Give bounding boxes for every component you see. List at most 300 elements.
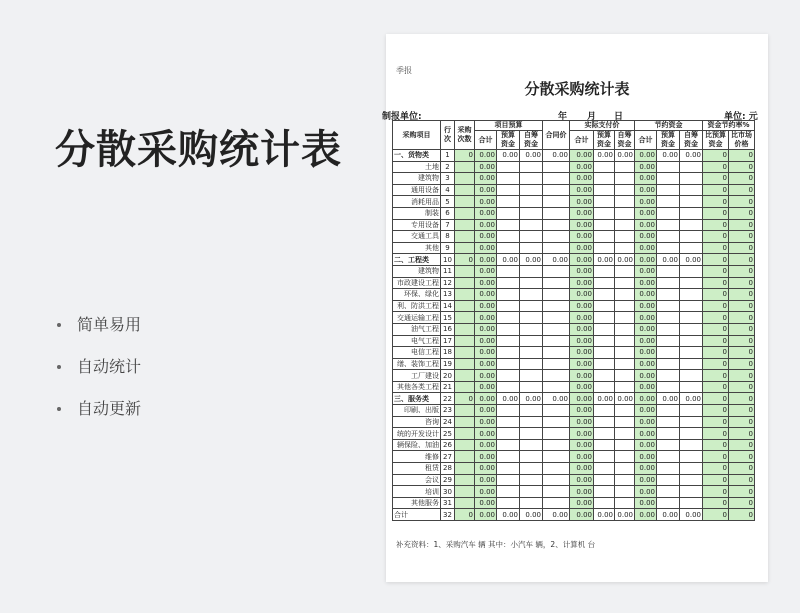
- cell-r1: 0: [703, 335, 729, 347]
- cell-item: 专用设备: [393, 219, 441, 231]
- cell-ss: [680, 196, 703, 208]
- cell-no: 29: [441, 474, 455, 486]
- cell-sf: [657, 451, 680, 463]
- cell-bs: [520, 242, 543, 254]
- table-row: [393, 242, 755, 254]
- cell-r1: 0: [703, 486, 729, 498]
- cell-ss: [680, 347, 703, 359]
- cell-r1: 0: [703, 381, 729, 393]
- cell-item: 培训: [393, 486, 441, 498]
- cell-ss: [680, 312, 703, 324]
- cell-ss: 0.00: [680, 150, 703, 162]
- cell-st: 0.00: [635, 381, 657, 393]
- cell-bs: [520, 323, 543, 335]
- cell-bt: 0.00: [475, 254, 497, 266]
- cell-ps: [615, 463, 635, 475]
- cell-bs: [520, 416, 543, 428]
- cell-pt: 0.00: [570, 231, 594, 243]
- cell-bf: [497, 196, 520, 208]
- cell-pf: [594, 486, 615, 498]
- table-row: [393, 486, 755, 498]
- table-row: [393, 219, 755, 231]
- cell-pf: [594, 219, 615, 231]
- cell-r1: 0: [703, 439, 729, 451]
- cell-bt: 0.00: [475, 509, 497, 521]
- cell-r2: 0: [729, 439, 755, 451]
- table-row: [393, 405, 755, 417]
- cell-count: [455, 242, 475, 254]
- cell-sf: [657, 381, 680, 393]
- cell-sf: [657, 231, 680, 243]
- cell-ss: [680, 358, 703, 370]
- table-row: [393, 161, 755, 173]
- cell-sf: [657, 358, 680, 370]
- cell-r2: 0: [729, 474, 755, 486]
- cell-bs: [520, 173, 543, 185]
- cell-r2: 0: [729, 347, 755, 359]
- cell-item: 维修: [393, 451, 441, 463]
- cell-no: 4: [441, 184, 455, 196]
- cell-sf: 0.00: [657, 254, 680, 266]
- cell-ss: [680, 463, 703, 475]
- cell-sf: [657, 300, 680, 312]
- cell-ct: 0.00: [543, 150, 570, 162]
- cell-ss: [680, 323, 703, 335]
- cell-count: [455, 265, 475, 277]
- cell-pf: 0.00: [594, 393, 615, 405]
- cell-r1: 0: [703, 254, 729, 266]
- cell-ct: [543, 486, 570, 498]
- cell-item: 其他: [393, 242, 441, 254]
- cell-r2: 0: [729, 381, 755, 393]
- cell-r1: 0: [703, 428, 729, 440]
- cell-bt: 0.00: [475, 161, 497, 173]
- cell-pf: [594, 416, 615, 428]
- cell-item: 土地: [393, 161, 441, 173]
- cell-item: 统的开发设计: [393, 428, 441, 440]
- cell-ps: [615, 242, 635, 254]
- cell-ct: [543, 300, 570, 312]
- cell-st: 0.00: [635, 184, 657, 196]
- cell-ss: 0.00: [680, 254, 703, 266]
- cell-bs: [520, 358, 543, 370]
- table-row: [393, 335, 755, 347]
- cell-r1: 0: [703, 196, 729, 208]
- cell-item: 建筑物: [393, 173, 441, 185]
- cell-st: 0.00: [635, 277, 657, 289]
- cell-bf: [497, 347, 520, 359]
- cell-item: 二、工程类: [393, 254, 441, 266]
- cell-r2: 0: [729, 150, 755, 162]
- cell-sf: [657, 323, 680, 335]
- cell-bf: 0.00: [497, 509, 520, 521]
- cell-count: [455, 358, 475, 370]
- cell-bs: [520, 312, 543, 324]
- cell-r2: 0: [729, 277, 755, 289]
- cell-no: 14: [441, 300, 455, 312]
- cell-ct: [543, 207, 570, 219]
- cell-r1: 0: [703, 370, 729, 382]
- cell-count: [455, 405, 475, 417]
- cell-pt: 0.00: [570, 289, 594, 301]
- table-row: [393, 347, 755, 359]
- cell-bt: 0.00: [475, 150, 497, 162]
- cell-ps: [615, 358, 635, 370]
- table-row: [393, 323, 755, 335]
- cell-bf: [497, 219, 520, 231]
- cell-no: 25: [441, 428, 455, 440]
- cell-st: 0.00: [635, 451, 657, 463]
- cell-r1: 0: [703, 277, 729, 289]
- cell-sf: [657, 219, 680, 231]
- cell-ps: [615, 277, 635, 289]
- table-row: [393, 277, 755, 289]
- cell-count: [455, 463, 475, 475]
- cell-count: [455, 161, 475, 173]
- table-row: [393, 428, 755, 440]
- cell-ct: [543, 161, 570, 173]
- year-label: 年: [558, 112, 568, 122]
- cell-item: 咨询: [393, 416, 441, 428]
- cell-r1: 0: [703, 265, 729, 277]
- cell-no: 28: [441, 463, 455, 475]
- cell-pf: [594, 474, 615, 486]
- cell-count: [455, 300, 475, 312]
- cell-ps: 0.00: [615, 393, 635, 405]
- cell-bt: 0.00: [475, 428, 497, 440]
- document-preview: [382, 34, 768, 582]
- cell-bf: [497, 323, 520, 335]
- cell-bt: 0.00: [475, 381, 497, 393]
- cell-bs: [520, 277, 543, 289]
- cell-bs: [520, 196, 543, 208]
- cell-no: 10: [441, 254, 455, 266]
- cell-r1: 0: [703, 393, 729, 405]
- cell-sf: [657, 242, 680, 254]
- cell-bs: [520, 300, 543, 312]
- cell-st: 0.00: [635, 416, 657, 428]
- cell-bf: [497, 439, 520, 451]
- col-header-item: 采购项目: [393, 121, 441, 150]
- feature-item: 自动更新: [55, 396, 141, 438]
- cell-ss: [680, 474, 703, 486]
- cell-no: 8: [441, 231, 455, 243]
- month-label: 月: [587, 112, 597, 122]
- col-header-saving-self: 自筹资金: [680, 131, 703, 150]
- cell-no: 15: [441, 312, 455, 324]
- cell-pf: [594, 347, 615, 359]
- cell-ss: [680, 439, 703, 451]
- cell-bt: 0.00: [475, 242, 497, 254]
- cell-r2: 0: [729, 219, 755, 231]
- cell-item: 三、服务类: [393, 393, 441, 405]
- cell-r1: 0: [703, 405, 729, 417]
- cell-pf: 0.00: [594, 150, 615, 162]
- cell-sf: [657, 439, 680, 451]
- day-label: 日: [614, 112, 624, 122]
- cell-bt: 0.00: [475, 196, 497, 208]
- category-row: [393, 254, 755, 266]
- cell-bs: [520, 335, 543, 347]
- cell-pf: [594, 381, 615, 393]
- table-header-row: [393, 121, 755, 131]
- cell-item: 印刷、出版: [393, 405, 441, 417]
- table-row: [393, 474, 755, 486]
- table-row: [393, 207, 755, 219]
- cell-r2: 0: [729, 196, 755, 208]
- col-header-rate-budget: 比预算资金: [703, 131, 729, 150]
- cell-bf: [497, 451, 520, 463]
- cell-pt: 0.00: [570, 254, 594, 266]
- cell-sf: [657, 474, 680, 486]
- cell-item: 交通运输工程: [393, 312, 441, 324]
- cell-ct: [543, 323, 570, 335]
- cell-bf: [497, 381, 520, 393]
- col-header-budget-total: 合计: [475, 131, 497, 150]
- statistics-table: [392, 120, 755, 521]
- cell-pt: 0.00: [570, 312, 594, 324]
- cell-bt: 0.00: [475, 173, 497, 185]
- cell-item: 消耗用品: [393, 196, 441, 208]
- cell-sf: [657, 486, 680, 498]
- cell-bs: [520, 439, 543, 451]
- feature-item: 简单易用: [55, 312, 141, 354]
- cell-ps: [615, 451, 635, 463]
- cell-no: 17: [441, 335, 455, 347]
- cell-count: [455, 207, 475, 219]
- cell-item: 辆保险、加油: [393, 439, 441, 451]
- cell-r2: 0: [729, 428, 755, 440]
- cell-ss: [680, 497, 703, 509]
- cell-count: [455, 173, 475, 185]
- cell-sf: 0.00: [657, 150, 680, 162]
- cell-item: 电气工程: [393, 335, 441, 347]
- cell-bs: [520, 381, 543, 393]
- table-row: [393, 416, 755, 428]
- cell-ss: [680, 242, 703, 254]
- cell-r2: 0: [729, 231, 755, 243]
- cell-st: 0.00: [635, 161, 657, 173]
- col-header-saving-fund: 预算资金: [657, 131, 680, 150]
- cell-ps: [615, 416, 635, 428]
- cell-count: 0: [455, 393, 475, 405]
- cell-st: 0.00: [635, 219, 657, 231]
- cell-sf: [657, 428, 680, 440]
- cell-pt: 0.00: [570, 474, 594, 486]
- cell-pt: 0.00: [570, 335, 594, 347]
- cell-pf: [594, 242, 615, 254]
- cell-ss: [680, 161, 703, 173]
- cell-pt: 0.00: [570, 173, 594, 185]
- cell-st: 0.00: [635, 405, 657, 417]
- cell-ps: [615, 486, 635, 498]
- cell-bs: 0.00: [520, 254, 543, 266]
- cell-item: 通用设备: [393, 184, 441, 196]
- cell-item: 会议: [393, 474, 441, 486]
- cell-ct: [543, 196, 570, 208]
- cell-count: [455, 184, 475, 196]
- table-row: [393, 497, 755, 509]
- feature-item: 自动统计: [55, 354, 141, 396]
- cell-pt: 0.00: [570, 381, 594, 393]
- cell-bs: [520, 370, 543, 382]
- cell-st: 0.00: [635, 289, 657, 301]
- cell-st: 0.00: [635, 486, 657, 498]
- cell-r2: 0: [729, 509, 755, 521]
- cell-r2: 0: [729, 370, 755, 382]
- cell-bt: 0.00: [475, 347, 497, 359]
- cell-bf: [497, 463, 520, 475]
- cell-count: [455, 277, 475, 289]
- cell-no: 5: [441, 196, 455, 208]
- cell-pf: [594, 265, 615, 277]
- cell-bf: 0.00: [497, 150, 520, 162]
- cell-st: 0.00: [635, 335, 657, 347]
- cell-sf: [657, 416, 680, 428]
- cell-no: 24: [441, 416, 455, 428]
- cell-no: 32: [441, 509, 455, 521]
- cell-st: 0.00: [635, 393, 657, 405]
- cell-ct: [543, 184, 570, 196]
- cell-count: 0: [455, 254, 475, 266]
- cell-st: 0.00: [635, 370, 657, 382]
- table-row: [393, 463, 755, 475]
- cell-pf: [594, 323, 615, 335]
- cell-r2: 0: [729, 393, 755, 405]
- cell-ss: [680, 405, 703, 417]
- cell-item: 工厂建设: [393, 370, 441, 382]
- cell-r2: 0: [729, 405, 755, 417]
- cell-st: 0.00: [635, 173, 657, 185]
- cell-pt: 0.00: [570, 219, 594, 231]
- cell-ps: [615, 428, 635, 440]
- cell-ss: [680, 277, 703, 289]
- category-row: [393, 393, 755, 405]
- cell-bf: [497, 428, 520, 440]
- cell-r1: 0: [703, 242, 729, 254]
- cell-ps: [615, 161, 635, 173]
- cell-item: 油气工程: [393, 323, 441, 335]
- cell-r1: 0: [703, 347, 729, 359]
- cell-no: 23: [441, 405, 455, 417]
- cell-r1: 0: [703, 300, 729, 312]
- cell-bt: 0.00: [475, 497, 497, 509]
- col-header-budget-self: 自筹资金: [520, 131, 543, 150]
- cell-ps: [615, 381, 635, 393]
- cell-pf: [594, 207, 615, 219]
- cell-bf: [497, 277, 520, 289]
- col-header-paid: 实际支付价: [570, 121, 635, 131]
- cell-bs: [520, 451, 543, 463]
- cell-ps: [615, 219, 635, 231]
- cell-ct: [543, 474, 570, 486]
- cell-ct: 0.00: [543, 509, 570, 521]
- cell-no: 16: [441, 323, 455, 335]
- cell-r1: 0: [703, 289, 729, 301]
- cell-r2: 0: [729, 358, 755, 370]
- cell-pf: [594, 497, 615, 509]
- cell-bt: 0.00: [475, 474, 497, 486]
- cell-count: 0: [455, 150, 475, 162]
- cell-r1: 0: [703, 312, 729, 324]
- cell-count: 0: [455, 509, 475, 521]
- cell-bf: [497, 173, 520, 185]
- cell-st: 0.00: [635, 428, 657, 440]
- table-row: [393, 289, 755, 301]
- cell-r1: 0: [703, 451, 729, 463]
- cell-pf: [594, 451, 615, 463]
- cell-ps: [615, 497, 635, 509]
- table-row: [393, 381, 755, 393]
- cell-pf: [594, 277, 615, 289]
- cell-bt: 0.00: [475, 486, 497, 498]
- cell-pt: 0.00: [570, 196, 594, 208]
- cell-bt: 0.00: [475, 265, 497, 277]
- cell-bf: [497, 335, 520, 347]
- cell-ps: [615, 184, 635, 196]
- cell-ps: [615, 405, 635, 417]
- cell-sf: [657, 463, 680, 475]
- cell-bs: [520, 184, 543, 196]
- cell-ss: [680, 173, 703, 185]
- cell-item: 租赁: [393, 463, 441, 475]
- cell-no: 2: [441, 161, 455, 173]
- col-header-row-no: 行次: [441, 121, 455, 150]
- cell-sf: 0.00: [657, 509, 680, 521]
- cell-ss: [680, 370, 703, 382]
- cell-bt: 0.00: [475, 300, 497, 312]
- cell-pt: 0.00: [570, 463, 594, 475]
- cell-ct: [543, 428, 570, 440]
- cell-ss: [680, 451, 703, 463]
- cell-ct: [543, 405, 570, 417]
- cell-count: [455, 381, 475, 393]
- cell-pf: [594, 196, 615, 208]
- cell-st: 0.00: [635, 323, 657, 335]
- cell-bt: 0.00: [475, 231, 497, 243]
- cell-bt: 0.00: [475, 416, 497, 428]
- cell-sf: [657, 405, 680, 417]
- cell-ss: [680, 231, 703, 243]
- cell-ss: [680, 265, 703, 277]
- cell-no: 27: [441, 451, 455, 463]
- cell-bs: 0.00: [520, 393, 543, 405]
- cell-ps: 0.00: [615, 509, 635, 521]
- cell-sf: [657, 497, 680, 509]
- cell-pf: [594, 231, 615, 243]
- table-row: [393, 451, 755, 463]
- reporting-unit-label: 制报单位:: [382, 112, 422, 122]
- cell-r2: 0: [729, 312, 755, 324]
- cell-r1: 0: [703, 184, 729, 196]
- cell-st: 0.00: [635, 265, 657, 277]
- cell-bs: [520, 347, 543, 359]
- cell-bs: [520, 207, 543, 219]
- cell-r2: 0: [729, 463, 755, 475]
- cell-ct: [543, 312, 570, 324]
- cell-bt: 0.00: [475, 323, 497, 335]
- cell-no: 26: [441, 439, 455, 451]
- cell-count: [455, 347, 475, 359]
- cell-ps: [615, 474, 635, 486]
- cell-st: 0.00: [635, 254, 657, 266]
- cell-st: 0.00: [635, 439, 657, 451]
- cell-bt: 0.00: [475, 370, 497, 382]
- cell-r1: 0: [703, 416, 729, 428]
- cell-ct: [543, 347, 570, 359]
- cell-st: 0.00: [635, 231, 657, 243]
- col-header-paid-self: 自筹资金: [615, 131, 635, 150]
